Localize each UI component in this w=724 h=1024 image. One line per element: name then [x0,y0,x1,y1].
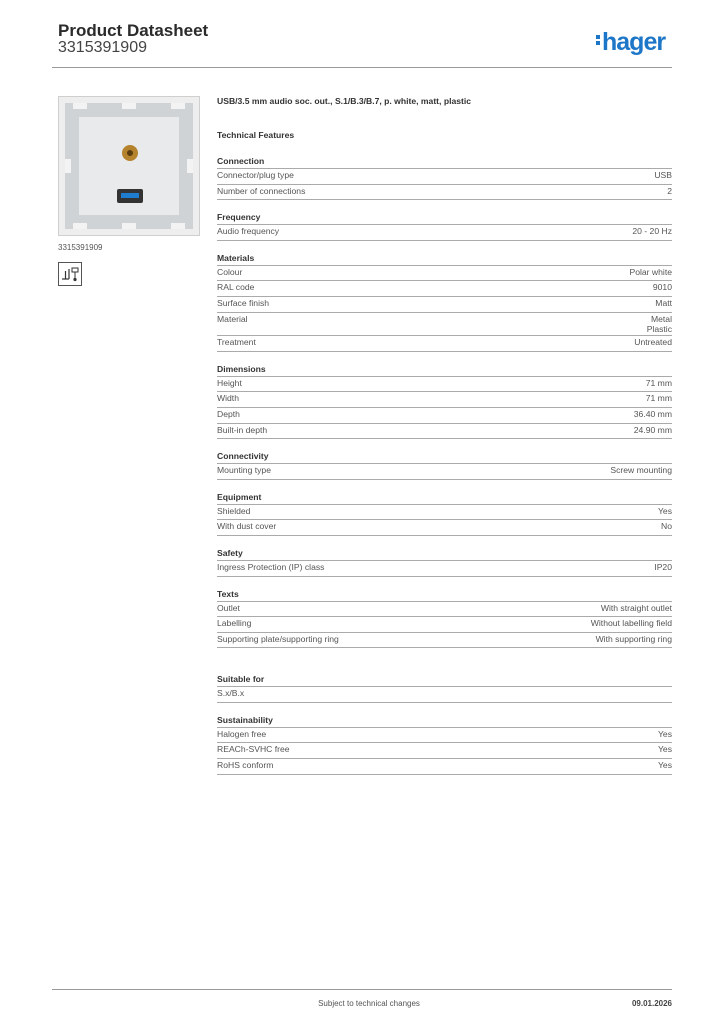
header-divider [52,67,672,68]
section-title: Texts [217,589,672,602]
feature-label: RoHS conform [217,760,274,771]
feature-label: Material [217,313,248,324]
feature-label: Connector/plug type [217,170,294,180]
feature-value: Screw mounting [610,465,672,476]
feature-label: Halogen free [217,728,267,739]
product-image [58,96,200,236]
feature-value: Yes [657,505,672,516]
feature-label: Colour [217,266,243,277]
usb-audio-symbol-icon [58,262,82,286]
feature-row [217,313,672,337]
section [217,548,672,577]
feature-sections [217,156,672,775]
feature-label: With dust cover [217,521,277,532]
feature-value: With supporting ring [595,633,672,644]
feature-label: Shielded [217,505,251,516]
logo-dots-icon [596,33,600,47]
feature-label: Treatment [217,337,256,348]
feature-row [217,281,672,297]
feature-row [217,297,672,313]
footer-note: Subject to technical changes [318,999,420,1008]
feature-label: Width [217,393,239,404]
feature-value: Yes [657,728,672,739]
feature-value: IP20 [654,561,672,572]
product-description: USB/3.5 mm audio soc. out., S.1/B.3/B.7, p. white, matt, plastic [217,96,472,106]
feature-value: 24.90 mm [633,424,672,435]
section [217,451,672,480]
feature-value: Polar white [629,266,672,277]
socket-plate [79,117,179,215]
feature-value: Without labelling field [590,618,672,629]
feature-label: Labelling [217,618,252,629]
feature-row [217,617,672,633]
feature-value: Yes [657,744,672,755]
feature-row [217,687,672,703]
feature-row [217,424,672,440]
feature-value: Metal Plastic [646,313,672,335]
section-title: Materials [217,253,672,266]
feature-value: 36.40 mm [633,408,672,419]
feature-value: 71 mm [645,393,672,404]
footer-divider [52,989,672,990]
feature-label: Depth [217,408,240,419]
image-caption: 3315391909 [58,243,103,252]
section-title: Safety [217,548,672,561]
section-title: Equipment [217,492,672,505]
feature-value: Matt [655,297,672,308]
footer-date: 09.01.2026 [631,999,672,1008]
feature-label: S.x/B.x [217,688,245,699]
feature-row [217,743,672,759]
section [217,212,672,241]
feature-label: Height [217,377,242,388]
feature-label: Supporting plate/supporting ring [217,633,339,644]
section [217,364,672,439]
feature-row [217,728,672,744]
feature-label: Built-in depth [217,424,268,435]
feature-row [217,633,672,649]
feature-row [217,266,672,282]
feature-value: With straight outlet [600,602,672,613]
feature-value: USB [654,170,672,180]
logo-text: hager [602,28,666,56]
feature-label: Outlet [217,602,240,613]
feature-row [217,520,672,536]
technical-content [217,94,672,775]
feature-value: 9010 [652,282,672,293]
feature-row [217,185,672,201]
hager-logo [596,28,665,57]
feature-row [217,505,672,521]
section [217,589,672,649]
feature-row [217,392,672,408]
feature-label: Ingress Protection (IP) class [217,561,325,572]
section-title: Frequency [217,212,672,225]
feature-row [217,169,672,185]
feature-row [217,408,672,424]
section [217,492,672,536]
section [217,674,672,703]
section-title: Connection [217,156,672,169]
technical-features-heading: Technical Features [217,130,295,140]
feature-value: Yes [657,760,672,771]
section-title: Dimensions [217,364,672,377]
feature-row [217,377,672,393]
page-title: Product Datasheet [58,21,209,40]
section-title: Sustainability [217,715,672,728]
feature-value: 71 mm [645,377,672,388]
feature-label: RAL code [217,282,255,293]
audio-jack-icon [122,145,138,161]
feature-row [217,759,672,775]
section [217,156,672,200]
feature-row [217,336,672,352]
section-title: Connectivity [217,451,672,464]
feature-label: Surface finish [217,297,270,308]
feature-label: REACh-SVHC free [217,744,290,755]
feature-value: 2 [667,185,672,196]
feature-label: Mounting type [217,465,271,476]
section-title: Suitable for [217,674,672,687]
feature-label: Audio frequency [217,226,280,237]
section [217,715,672,775]
feature-row [217,464,672,480]
socket-frame [65,103,193,229]
section [217,253,672,352]
feature-row [217,225,672,241]
feature-row [217,602,672,618]
feature-value: Untreated [634,337,672,348]
feature-value: No [661,521,672,532]
feature-value: 20 - 20 Hz [632,226,672,237]
product-code: 3315391909 [58,39,147,56]
usb-port-icon [117,189,143,203]
feature-label: Number of connections [217,185,306,196]
feature-row [217,561,672,577]
